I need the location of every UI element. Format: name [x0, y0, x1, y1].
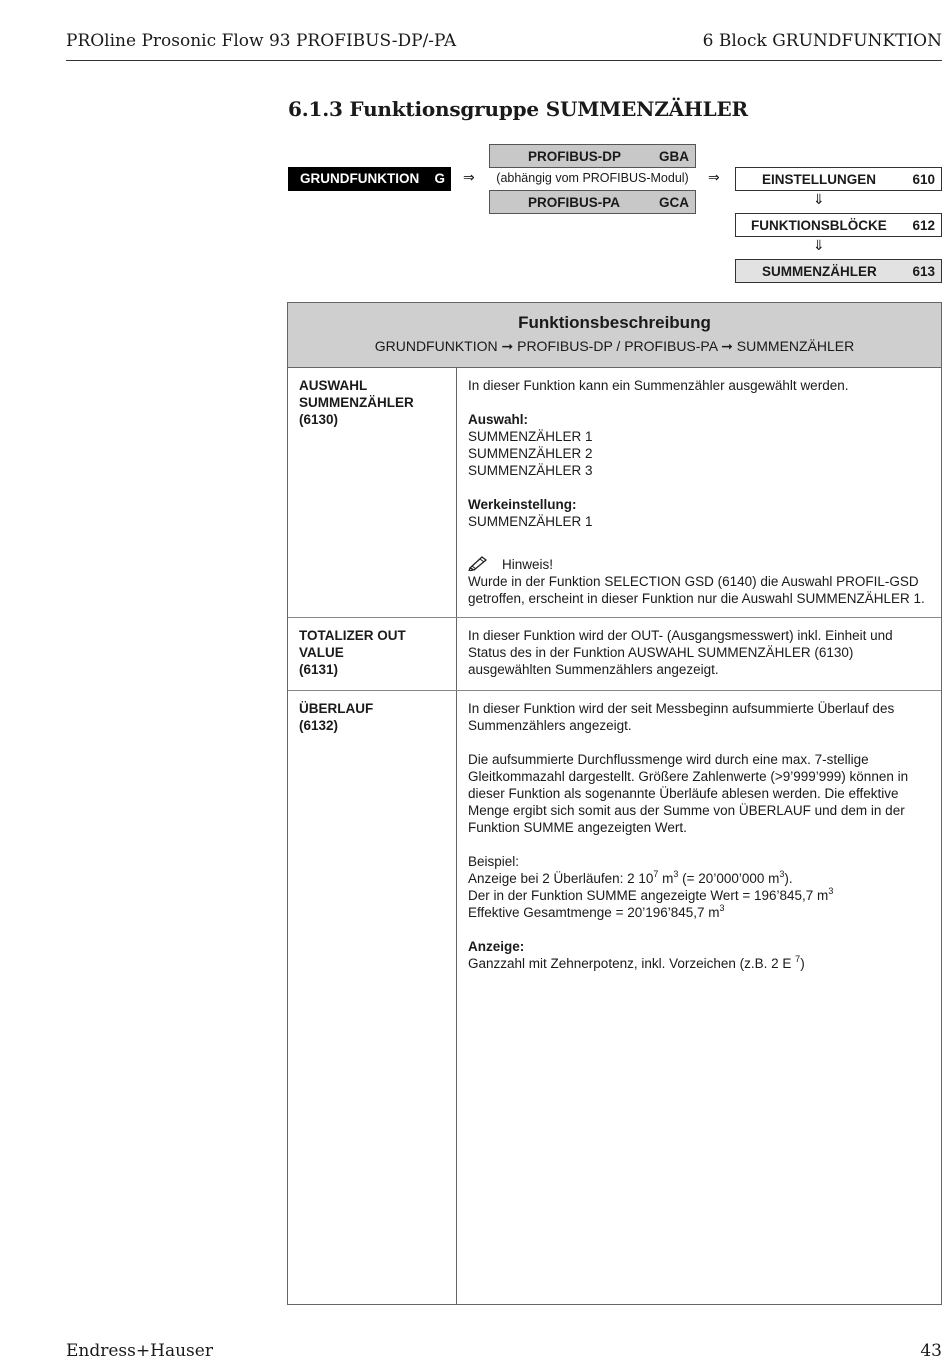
- function-code: (6132): [299, 718, 339, 733]
- example-label: Beispiel:: [468, 854, 520, 869]
- example-line: [468, 871, 793, 886]
- example-block: [468, 853, 933, 921]
- hint-block: [468, 554, 933, 607]
- function-code: (6131): [299, 662, 339, 677]
- nav-code: GCA: [659, 195, 689, 210]
- function-name-totalizer-out-value: [299, 627, 449, 678]
- hint-label: Hinweis!: [502, 557, 554, 572]
- function-table: [287, 302, 942, 1305]
- option-item: SUMMENZÄHLER 1: [468, 429, 593, 444]
- options-block: [468, 411, 933, 479]
- arrow-down-icon: ⇓: [813, 238, 825, 254]
- running-header-title: PROline Prosonic Flow 93 PROFIBUS-DP/-PA: [66, 31, 457, 51]
- nav-box-funktionsbloecke: [735, 213, 942, 237]
- nav-profibus-note: (abhängig vom PROFIBUS-Modul): [496, 171, 689, 185]
- nav-code: GBA: [659, 149, 689, 164]
- nav-box-grundfunktion: [288, 167, 451, 191]
- function-name-ueberlauf: [299, 700, 449, 734]
- display-text: ): [800, 956, 805, 971]
- header-rule: [66, 60, 942, 61]
- function-description: [468, 377, 933, 607]
- default-label: Werkeinstellung:: [468, 497, 577, 512]
- example-text: ).: [784, 871, 793, 886]
- nav-label: SUMMENZÄHLER: [762, 264, 877, 279]
- row-divider: [288, 690, 941, 691]
- display-block: [468, 938, 933, 972]
- option-item: SUMMENZÄHLER 2: [468, 446, 593, 461]
- nav-label: EINSTELLUNGEN: [762, 172, 877, 187]
- footer-brand: Endress+Hauser: [66, 1341, 213, 1361]
- description-text: In dieser Funktion wird der OUT- (Ausgangsmesswert) inkl. Einheit und Status des in der Funktion AUSWAHL SUMMENZÄHLER (6130) ausgewählten Summenzählers angezeigt.: [468, 628, 893, 677]
- page-number: 43: [920, 1341, 942, 1361]
- description-text: Die aufsummierte Durchflussmenge wird durch eine max. 7-stellige Gleitkommazahl dargestellt. Größere Zahlenwerte (>9’999’999) können in dieser Funktion als sogenannte Überläufe ablesen werden. Die effektive Menge ergibt sich somit aus der Summe von ÜBERLAUF und dem in der Funktion SUMME angezeigten Wert.: [468, 752, 909, 835]
- section-title: 6.1.3 Funktionsgruppe SUMMENZÄHLER: [288, 97, 748, 121]
- exponent: 3: [779, 869, 785, 879]
- column-divider: [456, 367, 457, 1304]
- function-name-auswahl-summenzaehler: [299, 377, 449, 428]
- arrow-right-icon: ⇒: [463, 170, 475, 186]
- arrow-right-icon: ⇒: [708, 170, 720, 186]
- function-description: [468, 700, 933, 972]
- exponent: 3: [719, 903, 725, 913]
- example-line: [468, 905, 725, 920]
- table-path: GRUNDFUNKTION ➞ PROFIBUS-DP / PROFIBUS-PA ➞ SUMMENZÄHLER: [374, 338, 855, 354]
- example-text: m: [658, 871, 674, 886]
- function-code: (6130): [299, 412, 339, 427]
- exponent: 3: [673, 869, 679, 879]
- hint-text: Wurde in der Funktion SELECTION GSD (6140) die Auswahl PROFIL-GSD getroffen, erscheint in dieser Funktion nur die Auswahl SUMMENZÄHLER 1.: [468, 574, 925, 606]
- default-value: SUMMENZÄHLER 1: [468, 514, 593, 529]
- description-text: In dieser Funktion kann ein Summenzähler ausgewählt werden.: [468, 378, 849, 393]
- nav-box-profibus-pa: [489, 190, 696, 214]
- function-name-line: ÜBERLAUF: [299, 701, 374, 716]
- display-value: [468, 956, 805, 971]
- nav-box-profibus-dp: [489, 144, 696, 168]
- nav-box-einstellungen: [735, 167, 942, 191]
- table-title: Funktionsbeschreibung: [518, 313, 711, 332]
- table-header: [288, 303, 941, 368]
- display-label: Anzeige:: [468, 939, 525, 954]
- nav-code: G: [434, 171, 445, 186]
- description-text: In dieser Funktion wird der seit Messbeginn aufsummierte Überlauf des Summenzählers angezeigt.: [468, 701, 895, 733]
- function-description: [468, 627, 933, 678]
- pencil-note-icon: [468, 554, 490, 571]
- example-line: [468, 888, 833, 903]
- arrow-down-icon: ⇓: [813, 192, 825, 208]
- options-label: Auswahl:: [468, 412, 529, 427]
- exponent: 7: [795, 954, 801, 964]
- nav-box-summenzaehler: [735, 259, 942, 283]
- option-item: SUMMENZÄHLER 3: [468, 463, 593, 478]
- row-divider: [288, 617, 941, 618]
- running-header-chapter: 6 Block GRUNDFUNKTION: [702, 31, 942, 51]
- display-text: Ganzzahl mit Zehnerpotenz, inkl. Vorzeichen (z.B. 2 E: [468, 956, 796, 971]
- nav-code: 610: [912, 172, 935, 187]
- example-text: Der in der Funktion SUMME angezeigte Wert = 196’845,7 m: [468, 888, 829, 903]
- exponent: 3: [828, 886, 834, 896]
- nav-label: GRUNDFUNKTION: [300, 171, 420, 186]
- example-text: (= 20’000’000 m: [678, 871, 780, 886]
- example-text: Anzeige bei 2 Überläufen: 2 10: [468, 871, 654, 886]
- default-block: [468, 496, 933, 530]
- function-name-line: TOTALIZER OUT: [299, 628, 406, 643]
- exponent: 7: [653, 869, 659, 879]
- nav-code: 612: [912, 218, 935, 233]
- example-text: Effektive Gesamtmenge = 20’196’845,7 m: [468, 905, 720, 920]
- function-name-line: SUMMENZÄHLER: [299, 395, 414, 410]
- nav-label: FUNKTIONSBLÖCKE: [751, 218, 887, 233]
- function-name-line: VALUE: [299, 645, 344, 660]
- nav-label: PROFIBUS-DP: [528, 149, 622, 164]
- nav-code: 613: [912, 264, 935, 279]
- function-name-line: AUSWAHL: [299, 378, 368, 393]
- nav-label: PROFIBUS-PA: [528, 195, 621, 210]
